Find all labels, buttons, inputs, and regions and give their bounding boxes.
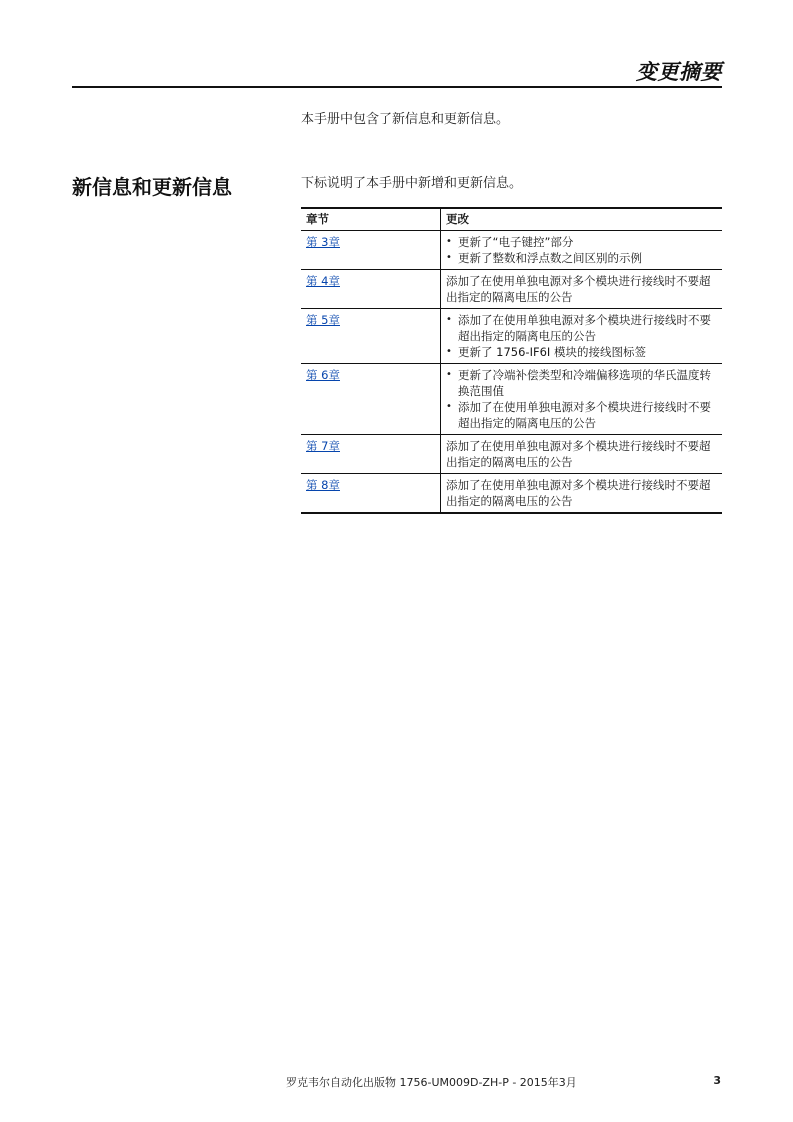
table-row (301, 364, 722, 435)
change-cell (441, 309, 723, 364)
chapter-5-link[interactable]: 第 5章 (306, 313, 340, 327)
change-cell (441, 231, 723, 270)
change-cell: 添加了在使用单独电源对多个模块进行接线时不要超出指定的隔离电压的公告 (441, 474, 723, 514)
list-item: • 更新了整数和浮点数之间区别的示例 (446, 250, 717, 266)
table-row (301, 474, 722, 514)
intro-text: 本手册中包含了新信息和更新信息。 (301, 112, 510, 127)
column-header-change: 更改 (441, 208, 723, 231)
table-row (301, 309, 722, 364)
list-item: • 添加了在使用单独电源对多个模块进行接线时不要超出指定的隔离电压的公告 (446, 399, 717, 431)
change-cell (441, 364, 723, 435)
list-item: • 更新了冷端补偿类型和冷端偏移选项的华氏温度转换范围值 (446, 367, 717, 399)
list-item: • 添加了在使用单独电源对多个模块进行接线时不要超出指定的隔离电压的公告 (446, 312, 717, 344)
change-list (446, 234, 717, 266)
list-item: • 更新了“电子键控”部分 (446, 234, 717, 250)
table-row (301, 435, 722, 474)
chapter-cell (301, 231, 441, 270)
column-header-chapter: 章节 (301, 208, 441, 231)
change-cell: 添加了在使用单独电源对多个模块进行接线时不要超出指定的隔离电压的公告 (441, 435, 723, 474)
table-row (301, 270, 722, 309)
chapter-3-link[interactable]: 第 3章 (306, 235, 340, 249)
chapter-cell (301, 309, 441, 364)
chapter-8-link[interactable]: 第 8章 (306, 478, 340, 492)
chapter-cell (301, 474, 441, 514)
change-list (446, 367, 717, 431)
table-intro-text: 下标说明了本手册中新增和更新信息。 (301, 176, 523, 191)
table-row (301, 231, 722, 270)
change-cell: 添加了在使用单独电源对多个模块进行接线时不要超出指定的隔离电压的公告 (441, 270, 723, 309)
chapter-cell (301, 364, 441, 435)
table-header-row (301, 208, 722, 231)
footer-publication: 罗克韦尔自动化出版物 1756-UM009D-ZH-P - 2015年3月 (286, 1076, 577, 1089)
chapter-cell (301, 270, 441, 309)
change-summary-table (301, 207, 722, 514)
section-heading: 新信息和更新信息 (72, 175, 232, 199)
chapter-4-link[interactable]: 第 4章 (306, 274, 340, 288)
chapter-cell (301, 435, 441, 474)
footer-page-number: 3 (713, 1074, 721, 1087)
list-item: • 更新了 1756-IF6I 模块的接线图标签 (446, 344, 717, 360)
chapter-6-link[interactable]: 第 6章 (306, 368, 340, 382)
chapter-7-link[interactable]: 第 7章 (306, 439, 340, 453)
change-list (446, 312, 717, 360)
page-header-title: 变更摘要 (636, 60, 722, 84)
header-divider (72, 86, 722, 88)
